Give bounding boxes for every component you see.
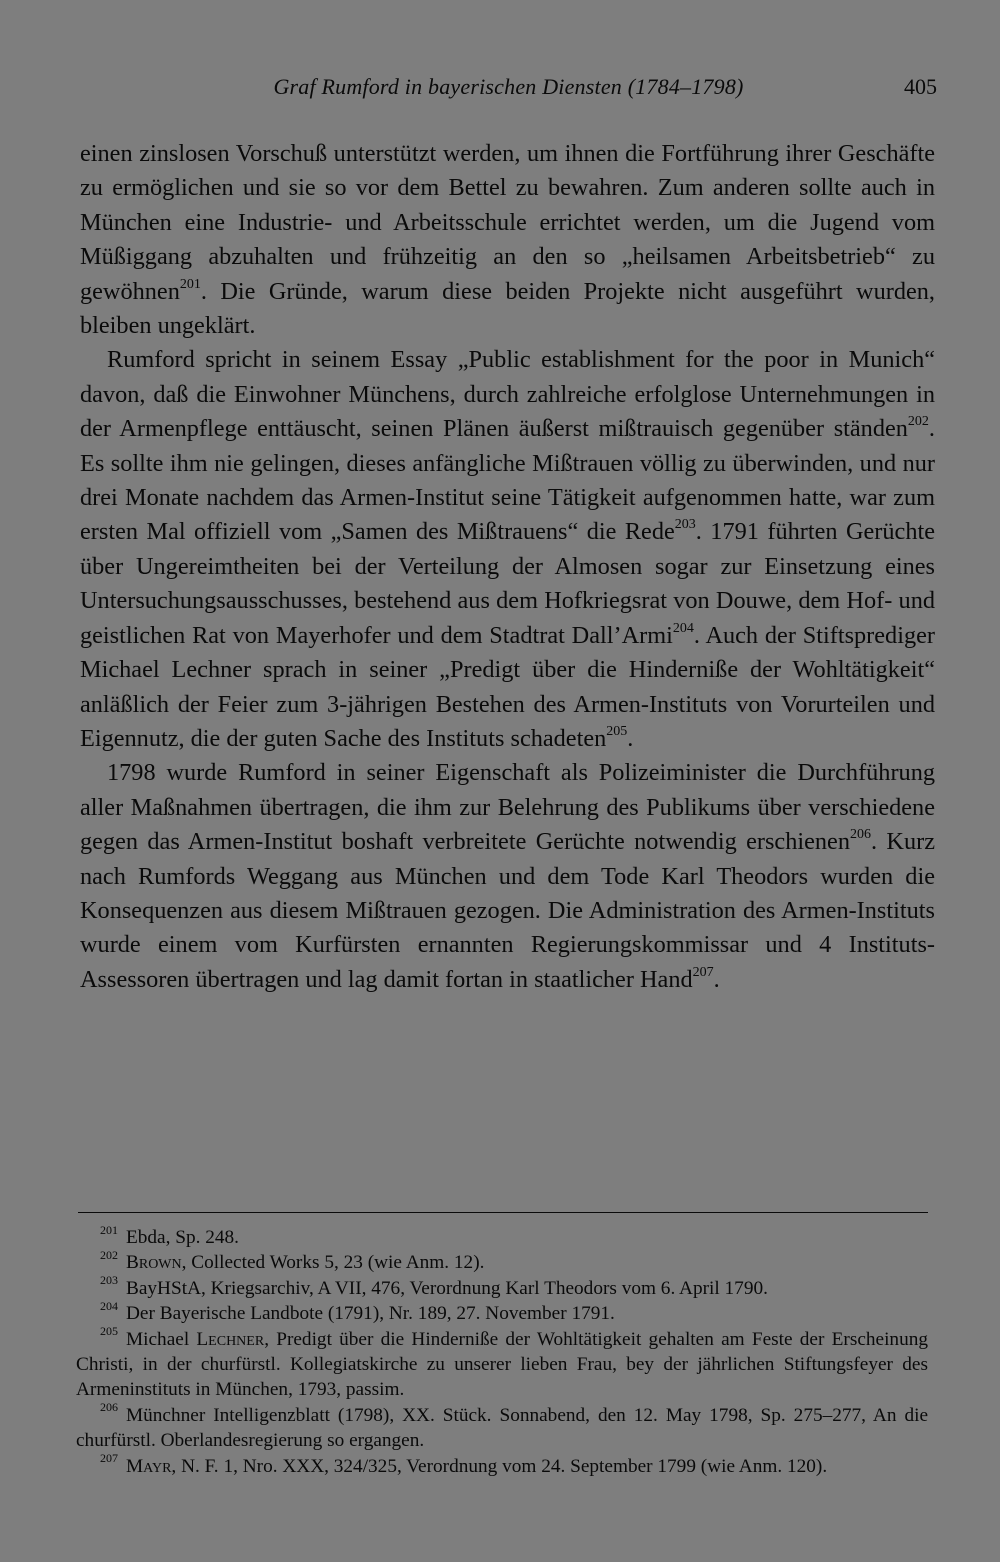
running-head: [80, 72, 937, 104]
footnote-204: [76, 1298, 928, 1326]
footnote-text: Der Bayerische Landbote (1791), Nr. 189, 27. November 1791.: [126, 1303, 615, 1325]
footnote-ref[interactable]: 207: [692, 964, 714, 980]
footnote-author: Mayr: [126, 1455, 172, 1477]
footnote-202: [76, 1247, 928, 1275]
paragraph-2: [80, 343, 935, 756]
footnote-text: , Collected Works 5, 23 (wie Anm. 12).: [181, 1252, 485, 1274]
footnote-ref[interactable]: 204: [672, 620, 694, 636]
footnote-text: Münchner Intelligenzblatt (1798), XX. Stück. Sonnabend, den 12. May 1798, Sp. 275–277, An die churfürstl. Oberlandesregierung so ergangen.: [76, 1404, 928, 1452]
footnote-number: 205: [100, 1324, 118, 1339]
footnote-text: , Predigt über die Hinderniße der Wohltätigkeit gehalten am Feste der Erscheinung Christi, in der churfürstl. Kollegiatskirche zu unserer lieben Frau, bey der jährlichen Stiftungsfeyer des Armeninstituts in München, 1793, passim.: [76, 1328, 928, 1401]
footnote-205: [76, 1324, 928, 1403]
footnote-201: [76, 1222, 928, 1250]
page-number: 405: [904, 74, 937, 99]
footnote-206: [76, 1400, 928, 1454]
paragraph-text: . Es sollte ihm nie gelingen, dieses anfängliche Mißtrauen völlig zu überwinden, und nur drei Monate nachdem das Armen-Institut seine Tätigkeit aufgenommen hatte, war zum ersten Mal offiziell vom „Samen des Mißtrauens“ die Rede: [80, 415, 935, 546]
paragraph-text: 1798 wurde Rumford in seiner Eigenschaft als Polizeiminister die Durchführung aller Maßnahmen übertragen, die ihm zur Belehrung des Publikums über verschiedene gegen das Armen-Institut boshaft verbreitete Gerüchte notwendig erschienen: [80, 759, 935, 856]
footnote-ref[interactable]: 201: [179, 276, 201, 292]
paragraph-text: Rumford spricht in seinem Essay „Public establishment for the poor in Munich“ davon, daß die Einwohner Münchens, durch zahlreiche erfolglose Unternehmungen in der Armenpflege enttäuscht, seinen Plänen äußerst mißtrauisch gegenüber ständen: [80, 346, 935, 443]
footnote-number: 203: [100, 1273, 118, 1288]
running-title: Graf Rumford in bayerischen Diensten (1784–1798): [273, 74, 744, 99]
footnote-203: [76, 1273, 928, 1301]
footnote-text: , N. F. 1, Nro. XXX, 324/325, Verordnung vom 24. September 1799 (wie Anm. 120).: [171, 1455, 828, 1477]
footnote-number: 202: [100, 1247, 118, 1262]
footnote-text: BayHStA, Kriegsarchiv, A VII, 476, Verordnung Karl Theodors vom 6. April 1790.: [126, 1277, 768, 1299]
footnote-number: 201: [100, 1222, 118, 1237]
footnote-ref[interactable]: 205: [606, 723, 628, 739]
paragraph-text: . Die Gründe, warum diese beiden Projekte nicht ausgeführt wurden, bleiben ungeklärt.: [80, 277, 935, 340]
footnote-author: Brown: [126, 1252, 182, 1274]
footnote-author: Lechner: [196, 1328, 265, 1350]
footnote-text: Ebda, Sp. 248.: [126, 1227, 240, 1248]
footnote-207: [76, 1451, 928, 1479]
body-text: [80, 137, 935, 997]
footnotes: [76, 1222, 928, 1479]
footnote-ref[interactable]: 202: [907, 414, 929, 430]
footnote-text-prefix: Michael: [126, 1328, 197, 1350]
paragraph-3: [80, 756, 935, 997]
paragraph-text: . Kurz nach Rumfords Weggang aus München und dem Tode Karl Theodors wurden die Konsequenzen aus diesem Mißtrauen gezogen. Die Administration des Armen-Instituts wurde einem vom Kurfürsten ernannten Regierungskommissar und 4 Instituts-Assessoren übertragen und lag damit fortan in staatlicher Hand: [80, 828, 936, 993]
paragraph-1: [80, 137, 935, 343]
paragraph-text: . Auch der Stiftsprediger Michael Lechner sprach in seiner „Predigt über die Hinderniße der Wohltätigkeit“ anläßlich der Feier zum 3-jährigen Bestehen des Armen-Instituts von Vorurteilen und Eigennutz, die der guten Sache des Instituts schadeten: [80, 621, 935, 752]
footnote-number: 207: [100, 1451, 118, 1466]
footnote-number: 206: [100, 1400, 118, 1415]
paragraph-text: . 1791 führten Gerüchte über Ungereimtheiten bei der Verteilung der Almosen sogar zur Einsetzung eines Untersuchungsausschusses, bestehend aus dem Hofkriegsrat von Douwe, dem Hof- und geistlichen Rat von Mayerhofer und dem Stadtrat Dall’Armi: [80, 518, 936, 649]
footnote-number: 204: [100, 1298, 118, 1313]
paragraph-text: .: [713, 965, 720, 993]
paragraph-text: einen zinslosen Vorschuß unterstützt werden, um ihnen die Fortführung ihrer Geschäfte zu ermöglichen und sie so vor dem Bettel zu bewahren. Zum anderen sollte auch in München eine Industrie- und Arbeitsschule errichtet werden, um die Jugend vom Müßiggang abzuhalten und frühzeitig an den so „heilsamen Arbeitsbetrieb“ zu gewöhnen: [80, 140, 935, 305]
footnote-ref[interactable]: 206: [849, 827, 871, 843]
footnote-divider: [78, 1212, 928, 1213]
footnote-ref[interactable]: 203: [674, 517, 696, 533]
paragraph-text: .: [627, 724, 634, 752]
